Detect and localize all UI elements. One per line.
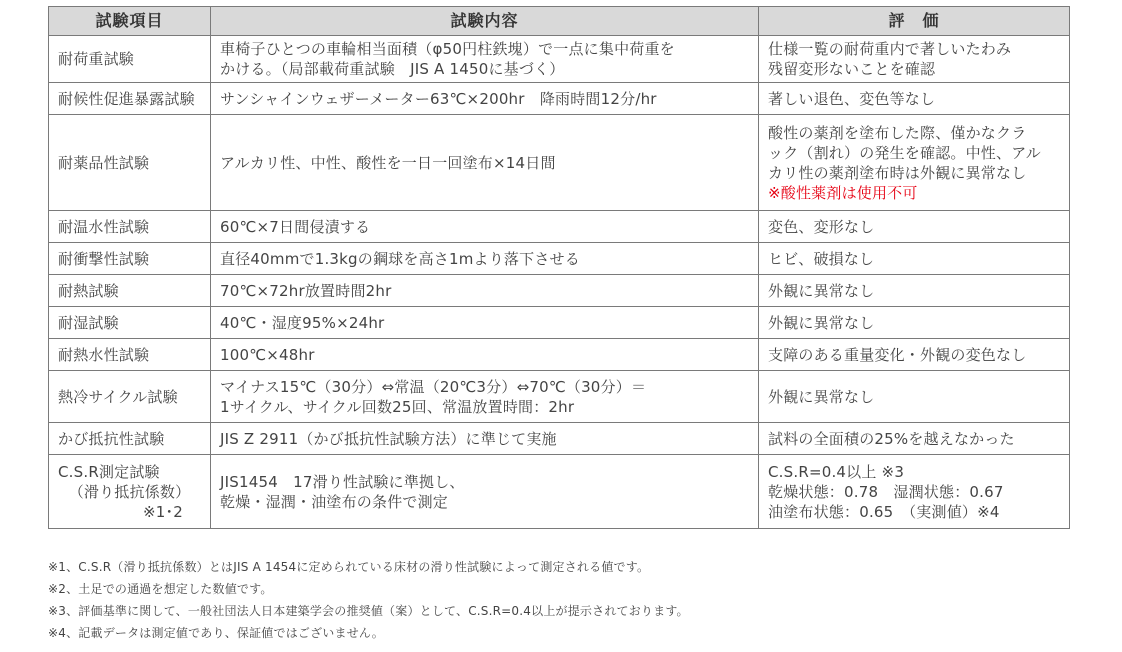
table-row xyxy=(49,275,1070,307)
eval-line: 外観に異常なし xyxy=(768,281,875,300)
content-line: 乾燥・湿潤・油塗布の条件で測定 xyxy=(220,492,449,511)
eval-line: 著しい退色、変色等なし xyxy=(768,89,936,108)
content-line: マイナス15℃（30分）⇔常温（20℃3分）⇔70℃（30分）＝ xyxy=(220,377,647,396)
test-content xyxy=(211,307,759,339)
content-line: 100℃×48hr xyxy=(220,345,315,364)
table-row xyxy=(49,211,1070,243)
evaluation xyxy=(759,83,1070,115)
test-item: 耐衝撃性試験 xyxy=(49,243,211,275)
eval-line: 外観に異常なし xyxy=(768,313,875,332)
evaluation xyxy=(759,36,1070,83)
evaluation xyxy=(759,243,1070,275)
eval-line: 乾燥状態：0.78 湿潤状態：0.67 xyxy=(768,482,1004,501)
test-content xyxy=(211,371,759,423)
content-line: アルカリ性、中性、酸性を一日一回塗布×14日間 xyxy=(220,153,556,172)
item-title: C.S.R測定試験 xyxy=(58,462,160,481)
content-line: JIS Z 2911（かび抵抗性試験方法）に準じて実施 xyxy=(220,429,557,448)
test-item: 耐荷重試験 xyxy=(49,36,211,83)
footnotes xyxy=(48,556,1078,644)
eval-line: 仕様一覧の耐荷重内で著しいたわみ xyxy=(768,40,1012,58)
table-row xyxy=(49,339,1070,371)
content-line: 40℃・湿度95%×24hr xyxy=(220,313,385,332)
evaluation xyxy=(759,423,1070,455)
content-line: かける。（局部載荷重試験 JIS A 1450に基づく） xyxy=(220,60,565,78)
eval-line: 変色、変形なし xyxy=(768,217,875,236)
test-item xyxy=(49,455,211,529)
test-content xyxy=(211,211,759,243)
test-item: 耐候性促進暴露試験 xyxy=(49,83,211,115)
test-item: 熱冷サイクル試験 xyxy=(49,371,211,423)
test-content xyxy=(211,423,759,455)
table-header-row xyxy=(49,7,1070,36)
table-row xyxy=(49,455,1070,529)
content-line: 車椅子ひとつの車輪相当面積（φ50円柱鉄塊）で一点に集中荷重を xyxy=(220,40,675,58)
warning-note: ※酸性薬剤は使用不可 xyxy=(768,183,918,202)
eval-line: C.S.R=0.4以上 ※3 xyxy=(768,462,905,481)
evaluation xyxy=(759,339,1070,371)
table-row xyxy=(49,371,1070,423)
test-content xyxy=(211,115,759,211)
eval-line: 油塗布状態：0.65 （実測値）※4 xyxy=(768,502,1000,521)
evaluation xyxy=(759,211,1070,243)
test-item: 耐薬品性試験 xyxy=(49,115,211,211)
evaluation xyxy=(759,307,1070,339)
content-line: JIS1454 17滑り性試験に準拠し、 xyxy=(220,472,465,491)
footnote: ※3、評価基準に関して、一般社団法人日本建築学会の推奨値（案）として、C.S.R=0.4以上が提示されております。 xyxy=(48,604,689,618)
test-content xyxy=(211,83,759,115)
footnote: ※4、記載データは測定値であり、保証値ではございません。 xyxy=(48,626,385,640)
table-row xyxy=(49,307,1070,339)
test-item: 耐温水性試験 xyxy=(49,211,211,243)
table-row xyxy=(49,36,1070,83)
test-content xyxy=(211,275,759,307)
test-content xyxy=(211,36,759,83)
test-item: かび抵抗性試験 xyxy=(49,423,211,455)
eval-line: 酸性の薬剤を塗布した際、僅かなクラ xyxy=(768,123,1027,142)
test-content xyxy=(211,339,759,371)
content-line: 60℃×7日間侵漬する xyxy=(220,217,371,236)
eval-line: 残留変形ないことを確認 xyxy=(768,60,936,78)
eval-line: 試料の全面積の25%を越えなかった xyxy=(768,429,1015,448)
content-line: 直径40mmで1.3kgの鋼球を高さ1mより落下させる xyxy=(220,249,580,268)
test-item: 耐熱水性試験 xyxy=(49,339,211,371)
test-content xyxy=(211,455,759,529)
table-row xyxy=(49,83,1070,115)
test-item: 耐湿試験 xyxy=(49,307,211,339)
evaluation xyxy=(759,275,1070,307)
content-line: サンシャインウェザーメーター63℃×200hr 降雨時間12分/hr xyxy=(220,89,657,108)
footnote: ※2、土足での通過を想定した数値です。 xyxy=(48,582,273,596)
evaluation xyxy=(759,371,1070,423)
item-subtitle: （滑り抵抗係数） xyxy=(68,482,191,501)
eval-line: 支障のある重量変化・外観の変色なし xyxy=(768,345,1027,364)
header-evaluation: 評 価 xyxy=(759,7,1070,36)
table-row xyxy=(49,243,1070,275)
footnote: ※1、C.S.R（滑り抵抗係数）とはJIS A 1454に定められている床材の滑り性試験によって測定される値です。 xyxy=(48,560,650,574)
header-test-item: 試験項目 xyxy=(49,7,211,36)
item-note: ※1･2 xyxy=(143,502,183,521)
evaluation xyxy=(759,115,1070,211)
table-row xyxy=(49,115,1070,211)
eval-line: ヒビ、破損なし xyxy=(768,249,875,268)
test-content xyxy=(211,243,759,275)
evaluation xyxy=(759,455,1070,529)
content-line: 1サイクル、サイクル回数25回、常温放置時間：2hr xyxy=(220,397,575,416)
eval-line: カリ性の薬剤塗布時は外観に異常なし xyxy=(768,163,1027,182)
eval-line: 外観に異常なし xyxy=(768,387,875,406)
test-results-table xyxy=(48,6,1070,529)
table-row xyxy=(49,423,1070,455)
header-test-content: 試験内容 xyxy=(211,7,759,36)
test-item: 耐熱試験 xyxy=(49,275,211,307)
eval-line: ック（割れ）の発生を確認。中性、アル xyxy=(768,143,1042,162)
content-line: 70℃×72hr放置時間2hr xyxy=(220,281,392,300)
